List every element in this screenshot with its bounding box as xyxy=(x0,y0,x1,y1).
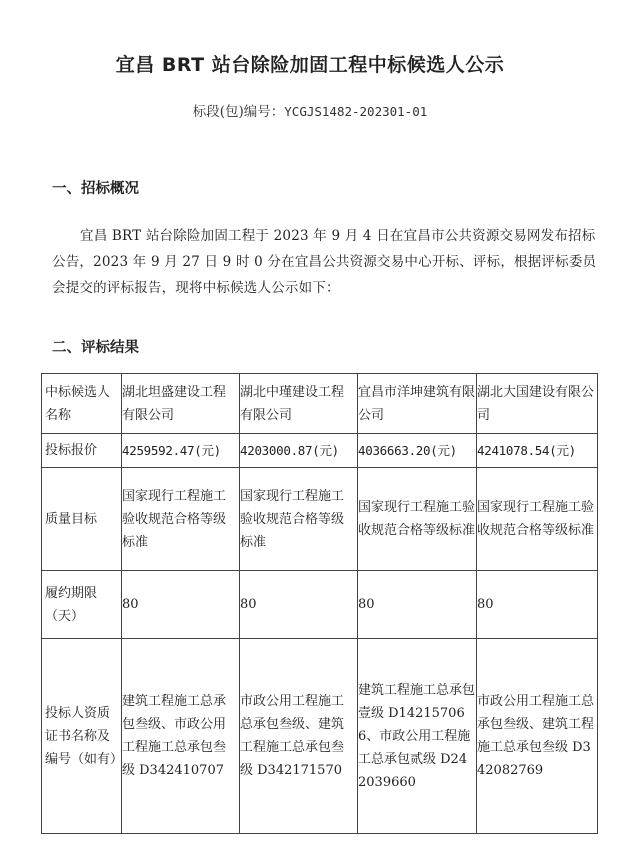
table-row-qualification xyxy=(42,639,598,834)
table-row-quality xyxy=(42,468,598,571)
candidate-4-quality: 国家现行工程施工验收规范合格等级标准 xyxy=(477,468,598,571)
candidate-2-bid-price: 4203000.87(元) xyxy=(240,434,358,468)
table-row-candidate xyxy=(42,374,598,434)
candidate-2-name: 湖北中瑾建设工程有限公司 xyxy=(240,374,358,434)
candidate-4-bid-price: 4241078.54(元) xyxy=(477,434,598,468)
overview-heading: 一、招标概况 xyxy=(52,181,139,197)
section-code-label: 标段(包)编号： xyxy=(192,104,285,120)
candidate-3-qualification: 建筑工程施工总承包壹级 D142157066、市政公用工程施工总承包贰级 D242039660 xyxy=(358,639,477,834)
page-title: 宜昌 BRT 站台除险加固工程中标候选人公示 xyxy=(115,54,505,76)
candidate-2-quality: 国家现行工程施工验收规范合格等级标准 xyxy=(240,468,358,571)
section-code-value: YCGJS1482-202301-01 xyxy=(284,104,428,119)
candidate-1-quality: 国家现行工程施工验收规范合格等级标准 xyxy=(122,468,240,571)
row-label-bid-price: 投标报价 xyxy=(42,434,122,468)
overview-paragraph: 宜昌 BRT 站台除险加固工程于 2023 年 9 月 4 日在宜昌市公共资源交易网发布招标公告，2023 年 9 月 27 日 9 时 0 分在宜昌公共资源交易中心开标、评标，根据评标委员会提交的评标报告，现将中标候选人公示如下： xyxy=(52,228,597,296)
row-label-duration: 履约期限（天） xyxy=(42,571,122,639)
candidate-1-name: 湖北坦盛建设工程有限公司 xyxy=(122,374,240,434)
candidate-1-qualification: 建筑工程施工总承包叁级、市政公用工程施工总承包叁级 D342410707 xyxy=(122,639,240,834)
candidate-2-duration: 80 xyxy=(240,571,358,639)
candidate-4-name: 湖北大国建设有限公司 xyxy=(477,374,598,434)
row-label-quality: 质量目标 xyxy=(42,468,122,571)
candidate-3-duration: 80 xyxy=(358,571,477,639)
candidate-1-bid-price: 4259592.47(元) xyxy=(122,434,240,468)
candidate-4-qualification: 市政公用工程施工总承包叁级、建筑工程施工总承包叁级 D342082769 xyxy=(477,639,598,834)
candidate-2-qualification: 市政公用工程施工总承包叁级、建筑工程施工总承包叁级 D342171570 xyxy=(240,639,358,834)
candidate-3-quality: 国家现行工程施工验收规范合格等级标准 xyxy=(358,468,477,571)
candidate-3-bid-price: 4036663.20(元) xyxy=(358,434,477,468)
results-heading: 二、评标结果 xyxy=(52,340,139,356)
row-label-candidate: 中标候选人名称 xyxy=(42,374,122,434)
row-label-qualification: 投标人资质证书名称及编号（如有） xyxy=(42,639,122,834)
table-row-bid-price xyxy=(42,434,598,468)
candidate-3-name: 宜昌市洋坤建筑有限公司 xyxy=(358,374,477,434)
candidate-4-duration: 80 xyxy=(477,571,598,639)
results-table xyxy=(41,373,598,834)
candidate-1-duration: 80 xyxy=(122,571,240,639)
table-row-duration xyxy=(42,571,598,639)
section-code-line xyxy=(0,100,620,120)
